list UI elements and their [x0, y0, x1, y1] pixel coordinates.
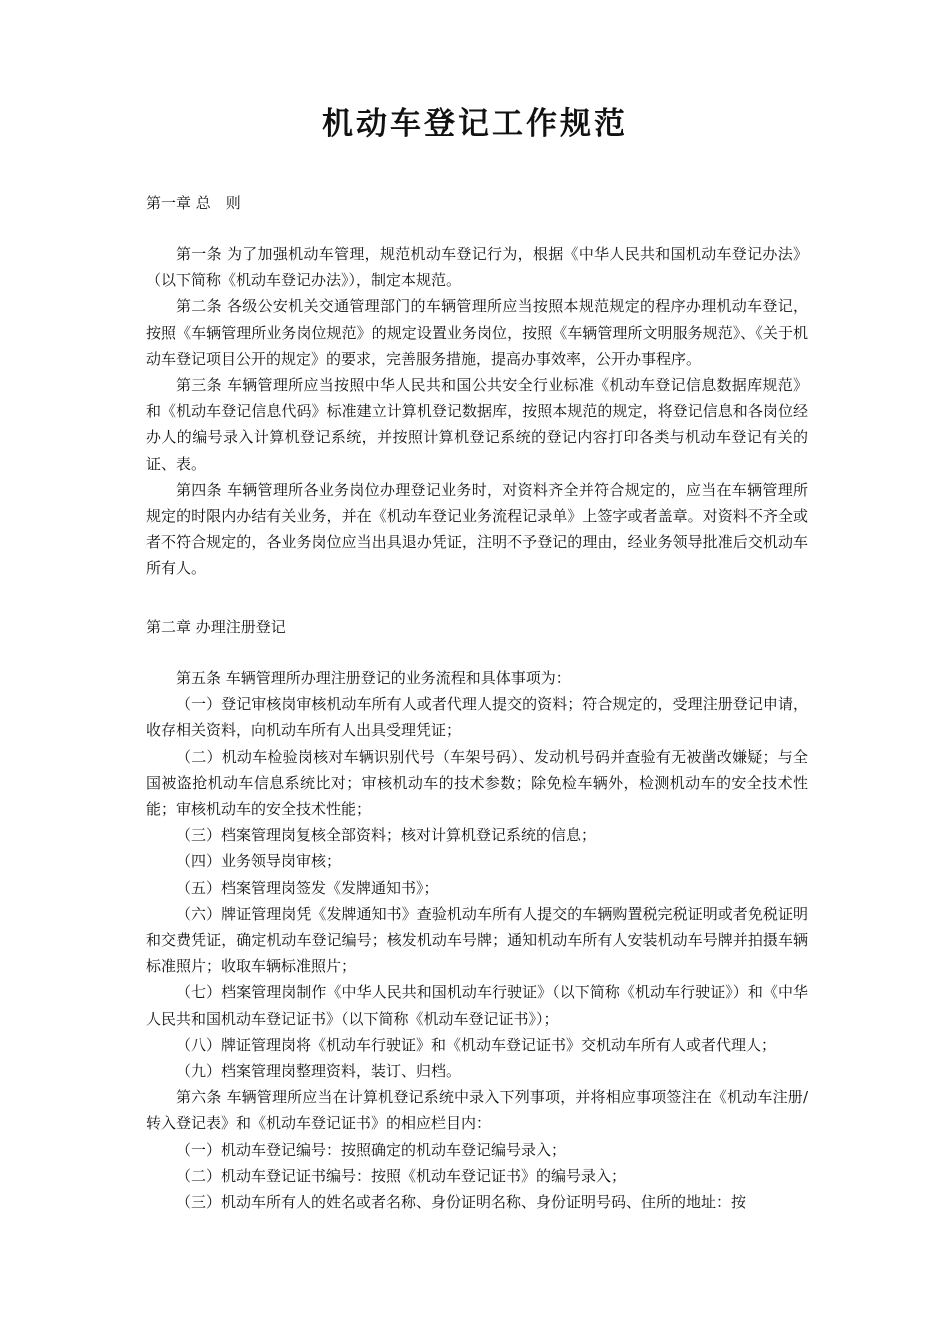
- article-6-item-1: （一）机动车登记编号：按照确定的机动车登记编号录入；: [176, 1140, 567, 1159]
- article-5: 第五条 车辆管理所办理注册登记的业务流程和具体事项为：: [176, 669, 571, 687]
- article-5-item-5: （五）档案管理岗签发《发牌通知书》；: [176, 878, 439, 897]
- article-5-item-9: （九）档案管理岗整理资料，装订、归档。: [176, 1062, 462, 1081]
- document-title: 机动车登记工作规范: [322, 106, 628, 142]
- article-5-item-6: （六）牌证管理岗凭《发牌通知书》查验机动车所有人提交的车辆购置税完税证明或者免税证明和交费凭证，确定机动车登记编号；核发机动车号牌；通知机动车所有人安装机动车号牌并拍摄车辆标准照片；收取车辆标准照片；: [146, 904, 808, 976]
- article-5-item-7: （七）档案管理岗制作《中华人民共和国机动车行驶证》（以下简称《机动车行驶证》）和《中华人民共和国机动车登记证书》（以下简称《机动车登记证书》）；: [146, 983, 808, 1028]
- article-6: 第六条 车辆管理所应当在计算机登记系统中录入下列事项，并将相应事项签注在《机动车注册/转入登记表》和《机动车登记证书》的相应栏目内：: [146, 1088, 808, 1133]
- chapter-2-heading: 第二章 办理注册登记: [146, 618, 286, 636]
- article-5-item-4: （四）业务领导岗审核；: [176, 852, 342, 871]
- chapter-2-body: [146, 665, 808, 1215]
- article-5-item-8: （八）牌证管理岗将《机动车行驶证》和《机动车登记证书》交机动车所有人或者代理人；: [176, 1035, 777, 1054]
- chapter-1-heading: 第一章 总 则: [146, 194, 241, 212]
- article-5-item-2: （二）机动车检验岗核对车辆识别代号（车架号码）、发动机号码并查验有无被凿改嫌疑；与全国被盗抢机动车信息系统比对；审核机动车的技术参数；除免检车辆外，检测机动车的安全技术性能；审核机动车的安全技术性能；: [146, 747, 808, 819]
- article-4: 第四条 车辆管理所各业务岗位办理登记业务时，对资料齐全并符合规定的，应当在车辆管理所规定的时限内办结有关业务，并在《机动车登记业务流程记录单》上签字或者盖章。对资料不齐全或者不符合规定的，各业务岗位应当出具退办凭证，注明不予登记的理由，经业务领导批准后交机动车所有人。: [146, 480, 808, 578]
- chapter-1-body: [146, 241, 808, 582]
- article-3: 第三条 车辆管理所应当按照中华人民共和国公共安全行业标准《机动车登记信息数据库规范》和《机动车登记信息代码》标准建立计算机登记数据库，按照本规范的规定，将登记信息和各岗位经办人的编号录入计算机登记系统，并按照计算机登记系统的登记内容打印各类与机动车登记有关的证、表。: [146, 376, 808, 473]
- article-1: 第一条 为了加强机动车管理，规范机动车登记行为，根据《中华人民共和国机动车登记办法》（以下简称《机动车登记办法》），制定本规范。: [146, 245, 808, 290]
- article-6-item-3: （三）机动车所有人的姓名或者名称、身份证明名称、身份证明号码、住所的地址：按: [176, 1193, 747, 1212]
- article-5-item-3: （三）档案管理岗复核全部资料；核对计算机登记系统的信息；: [176, 826, 597, 845]
- article-5-item-1: （一）登记审核岗审核机动车所有人或者代理人提交的资料；符合规定的，受理注册登记申请，收存相关资料，向机动车所有人出具受理凭证；: [146, 695, 808, 740]
- article-2: 第二条 各级公安机关交通管理部门的车辆管理所应当按照本规范规定的程序办理机动车登记，按照《车辆管理所业务岗位规范》的规定设置业务岗位，按照《车辆管理所文明服务规范》、《关于机动车登记项目公开的规定》的要求，完善服务措施，提高办事效率，公开办事程序。: [146, 297, 808, 368]
- article-6-item-2: （二）机动车登记证书编号：按照《机动车登记证书》的编号录入；: [176, 1166, 627, 1185]
